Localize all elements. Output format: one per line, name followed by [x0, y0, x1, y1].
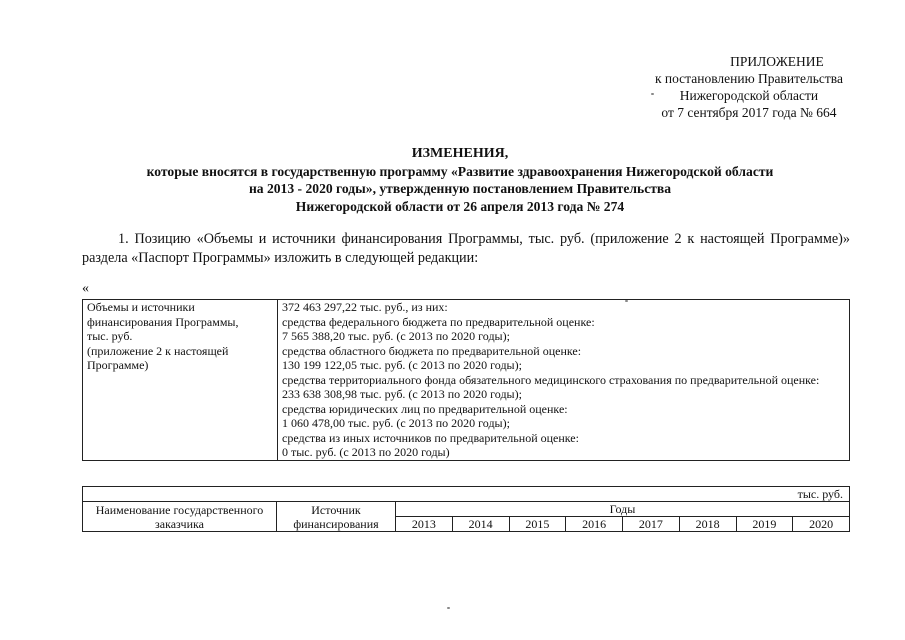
- appendix-line-date: от 7 сентября 2017 года № 664: [661, 105, 837, 120]
- header-source: Источник финансирования: [277, 502, 396, 532]
- year-cell: 2013: [396, 517, 453, 532]
- change-paragraph: 1. Позицию «Объемы и источники финансирования Программы, тыс. руб. (приложение 2 к настоящей Программе)» раздела «Паспорт Программы» изложить в следующей редакции:: [82, 231, 850, 266]
- year-cell: 2020: [793, 517, 850, 532]
- scan-speck: [651, 93, 654, 95]
- financing-amount: 0 тыс. руб. (с 2013 по 2020 годы): [282, 445, 450, 459]
- financing-table: [82, 299, 850, 461]
- budget-table: [82, 486, 850, 532]
- financing-line: средства федерального бюджета по предварительной оценке:: [282, 314, 595, 329]
- year-cell: 2019: [736, 517, 793, 532]
- appendix-heading: ПРИЛОЖЕНИЕ: [730, 54, 824, 69]
- financing-values-cell: [278, 300, 850, 461]
- financing-amount: 130 199 122,05 тыс. руб. (с 2013 по 2020 годы);: [282, 358, 522, 372]
- opening-quote: «: [82, 281, 89, 296]
- title-line-program: которые вносятся в государственную программу «Развитие здравоохранения Нижегородской области: [146, 163, 774, 179]
- financing-label-line: Программе): [87, 358, 149, 372]
- financing-label-line: Объемы и источники: [87, 300, 195, 314]
- financing-line: средства областного бюджета по предварительной оценке:: [282, 343, 582, 358]
- title-line-resolution: Нижегородской области от 26 апреля 2013 года № 274: [295, 198, 625, 214]
- year-cell: 2016: [566, 517, 623, 532]
- financing-label-line: тыс. руб.: [87, 329, 133, 343]
- year-cell: 2018: [679, 517, 736, 532]
- financing-row: [83, 300, 850, 461]
- financing-total: 372 463 297,22 тыс. руб., из них:: [282, 300, 448, 314]
- scan-speck: [625, 300, 628, 302]
- document-title: [80, 145, 840, 215]
- year-cell: 2015: [509, 517, 566, 532]
- appendix-line-region: Нижегородской области: [679, 88, 819, 103]
- header-years: Годы: [396, 502, 850, 517]
- appendix-block: [655, 53, 843, 121]
- year-cell: 2014: [452, 517, 509, 532]
- unit-row: [83, 487, 850, 502]
- financing-line: средства из иных источников по предварительной оценке:: [282, 430, 579, 445]
- financing-line: средства территориального фонда обязательного медицинского страхования по предварительной оценке:: [282, 372, 820, 387]
- header-row: [83, 502, 850, 517]
- appendix-line-resolution: к постановлению Правительства: [654, 71, 843, 86]
- scan-speck: [447, 607, 450, 609]
- financing-label-cell: [83, 300, 278, 461]
- financing-amount: 233 638 308,98 тыс. руб. (с 2013 по 2020 годы);: [282, 387, 522, 401]
- financing-amount: 7 565 388,20 тыс. руб. (с 2013 по 2020 годы);: [282, 329, 510, 343]
- unit-label: тыс. руб.: [83, 487, 850, 502]
- year-cell: 2017: [623, 517, 680, 532]
- financing-label-line: финансирования Программы,: [87, 314, 239, 329]
- header-customer: Наименование государственного заказчика: [83, 502, 277, 532]
- title-heading: ИЗМЕНЕНИЯ,: [411, 146, 509, 161]
- title-line-years: на 2013 - 2020 годы», утвержденную постановлением Правительства: [248, 181, 672, 196]
- financing-amount: 1 060 478,00 тыс. руб. (с 2013 по 2020 годы);: [282, 416, 510, 430]
- financing-label-line: (приложение 2 к настоящей: [87, 343, 229, 358]
- financing-line: средства юридических лиц по предварительной оценке:: [282, 401, 568, 416]
